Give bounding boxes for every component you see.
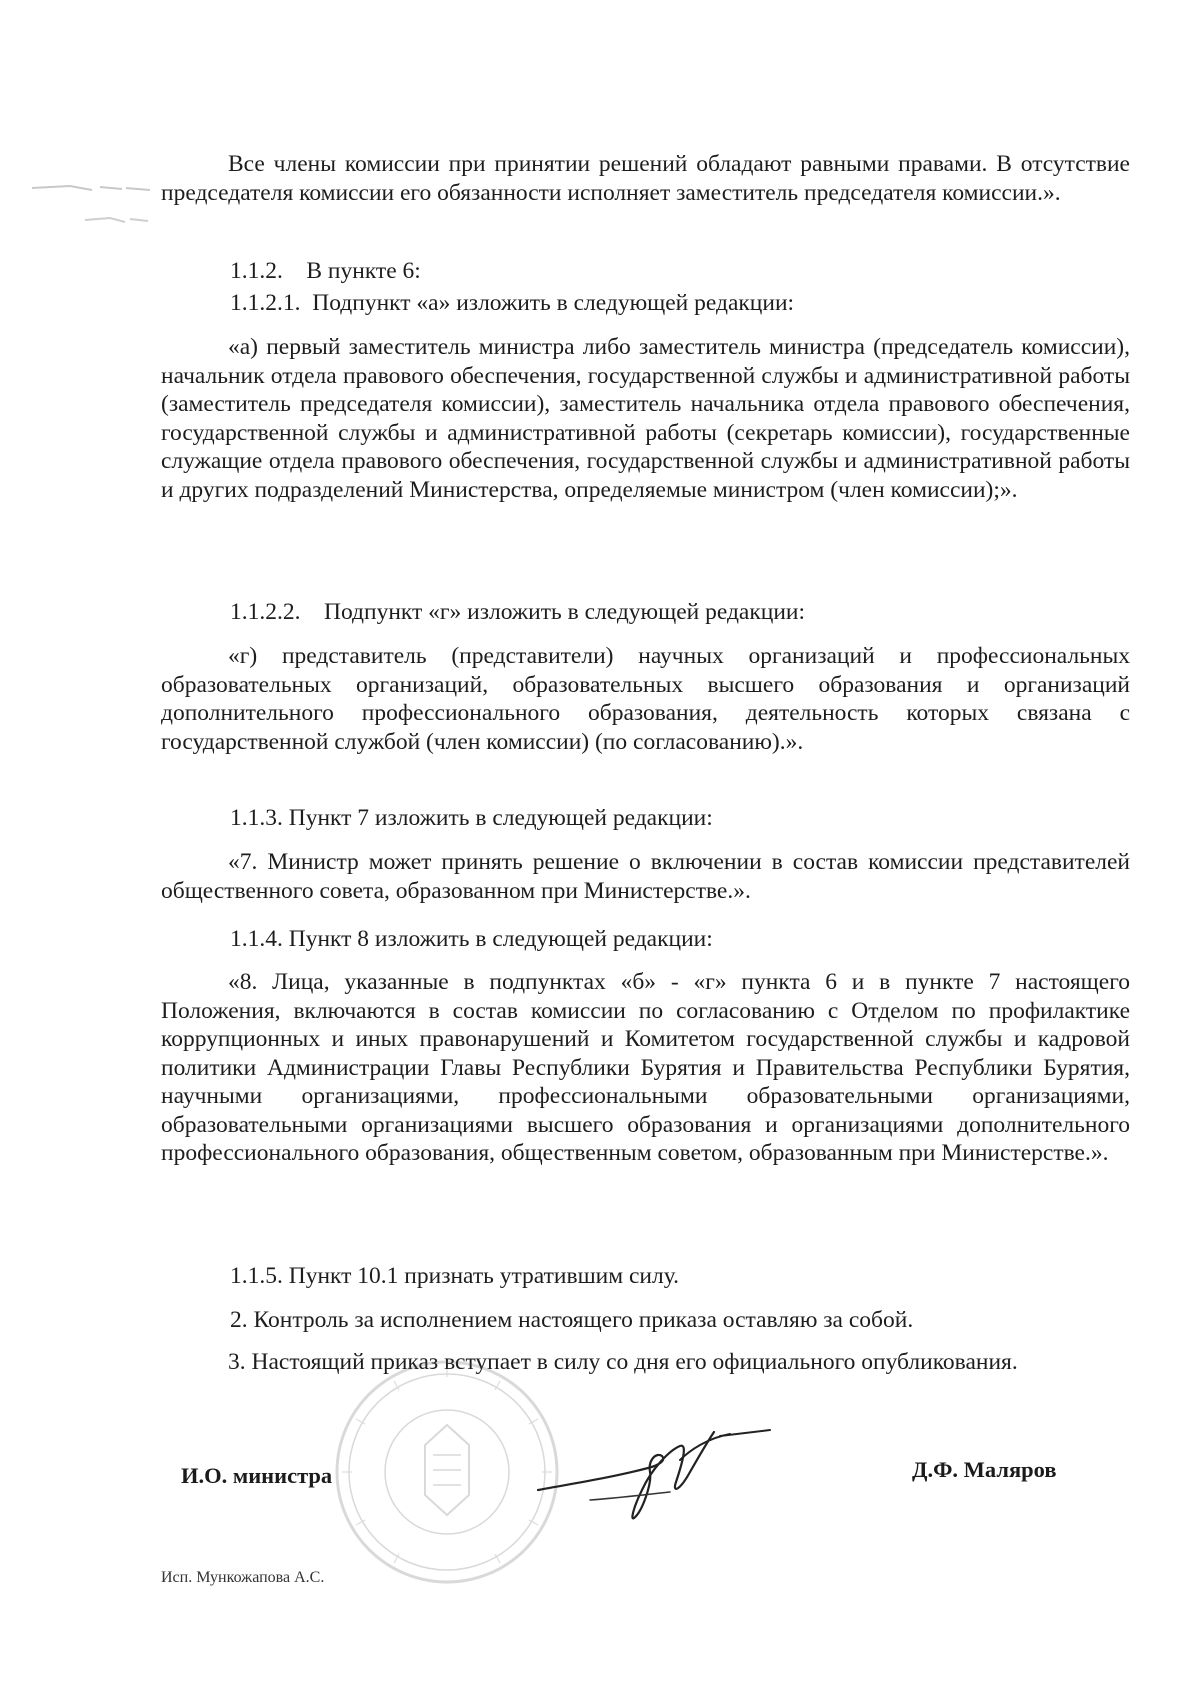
paragraph-1-1-2: 1.1.2. В пункте 6: — [230, 258, 421, 284]
paragraph-point-8: «8. Лица, указанные в подпунктах «б» - «г» пункта 6 и в пункте 7 настоящего Положения, включаются в состав комиссии по согласованию с Отделом по профилактике коррупционных и иных правонарушений и Комитетом государственной службы и кадровой политики Администрации Главы Республики Бурятия и Правительства Республики Бурятия, научными организациями, профессиональными образовательными организациями, образовательными организациями высшего образования и организациями дополнительного профессионального образования, общественным советом, образованным при Министерстве.». — [161, 969, 1130, 1166]
paragraph-1-1-3: 1.1.3. Пункт 7 изложить в следующей редакции: — [230, 805, 713, 831]
paragraph-subpoint-a: «а) первый заместитель министра либо заместитель министра (председатель комиссии), начальник отдела правового обеспечения, государственной службы и административной работы (заместитель председателя комиссии), заместитель начальника отдела правового обеспечения, государственной службы и административной работы (секретарь комиссии), государственные служащие отдела правового обеспечения, государственной службы и административной работы и других подразделений Министерства, определяемые министром (член комиссии);». — [161, 334, 1130, 503]
paragraph-1-1-5: 1.1.5. Пункт 10.1 признать утратившим силу. — [230, 1263, 679, 1289]
paragraph-1-1-2-1: 1.1.2.1. Подпункт «а» изложить в следующей редакции: — [230, 290, 795, 316]
paragraph-control: 2. Контроль за исполнением настоящего приказа оставляю за собой. — [230, 1307, 914, 1333]
paragraph-effective-date: 3. Настоящий приказ вступает в силу со дня его официального опубликования. — [228, 1349, 1018, 1375]
executor-note: Исп. Мункожапова А.С. — [161, 1569, 325, 1586]
paragraph-subpoint-g: «г) представитель (представители) научных организаций и профессиональных образовательных организаций, образовательных высшего образования и организаций дополнительного профессионального образования, деятельность которых связана с государственной службой (член комиссии) (по согласованию).». — [161, 643, 1130, 755]
paragraph-1-1-2-2: 1.1.2.2. Подпункт «г» изложить в следующей редакции: — [230, 599, 806, 625]
paragraph-1-1-4: 1.1.4. Пункт 8 изложить в следующей редакции: — [230, 926, 713, 952]
scan-artifact — [30, 178, 160, 238]
handwritten-signature — [530, 1420, 780, 1530]
paragraph-point-7: «7. Министр может принять решение о включении в состав комиссии представителей общественного совета, образованном при Министерстве.». — [161, 849, 1130, 904]
paragraph-commission-rights: Все члены комиссии при принятии решений обладают равными правами. В отсутствие председателя комиссии его обязанности исполняет заместитель председателя комиссии.». — [161, 151, 1130, 206]
signatory-name: Д.Ф. Маляров — [912, 1457, 1057, 1482]
signatory-title: И.О. министра — [181, 1463, 333, 1488]
